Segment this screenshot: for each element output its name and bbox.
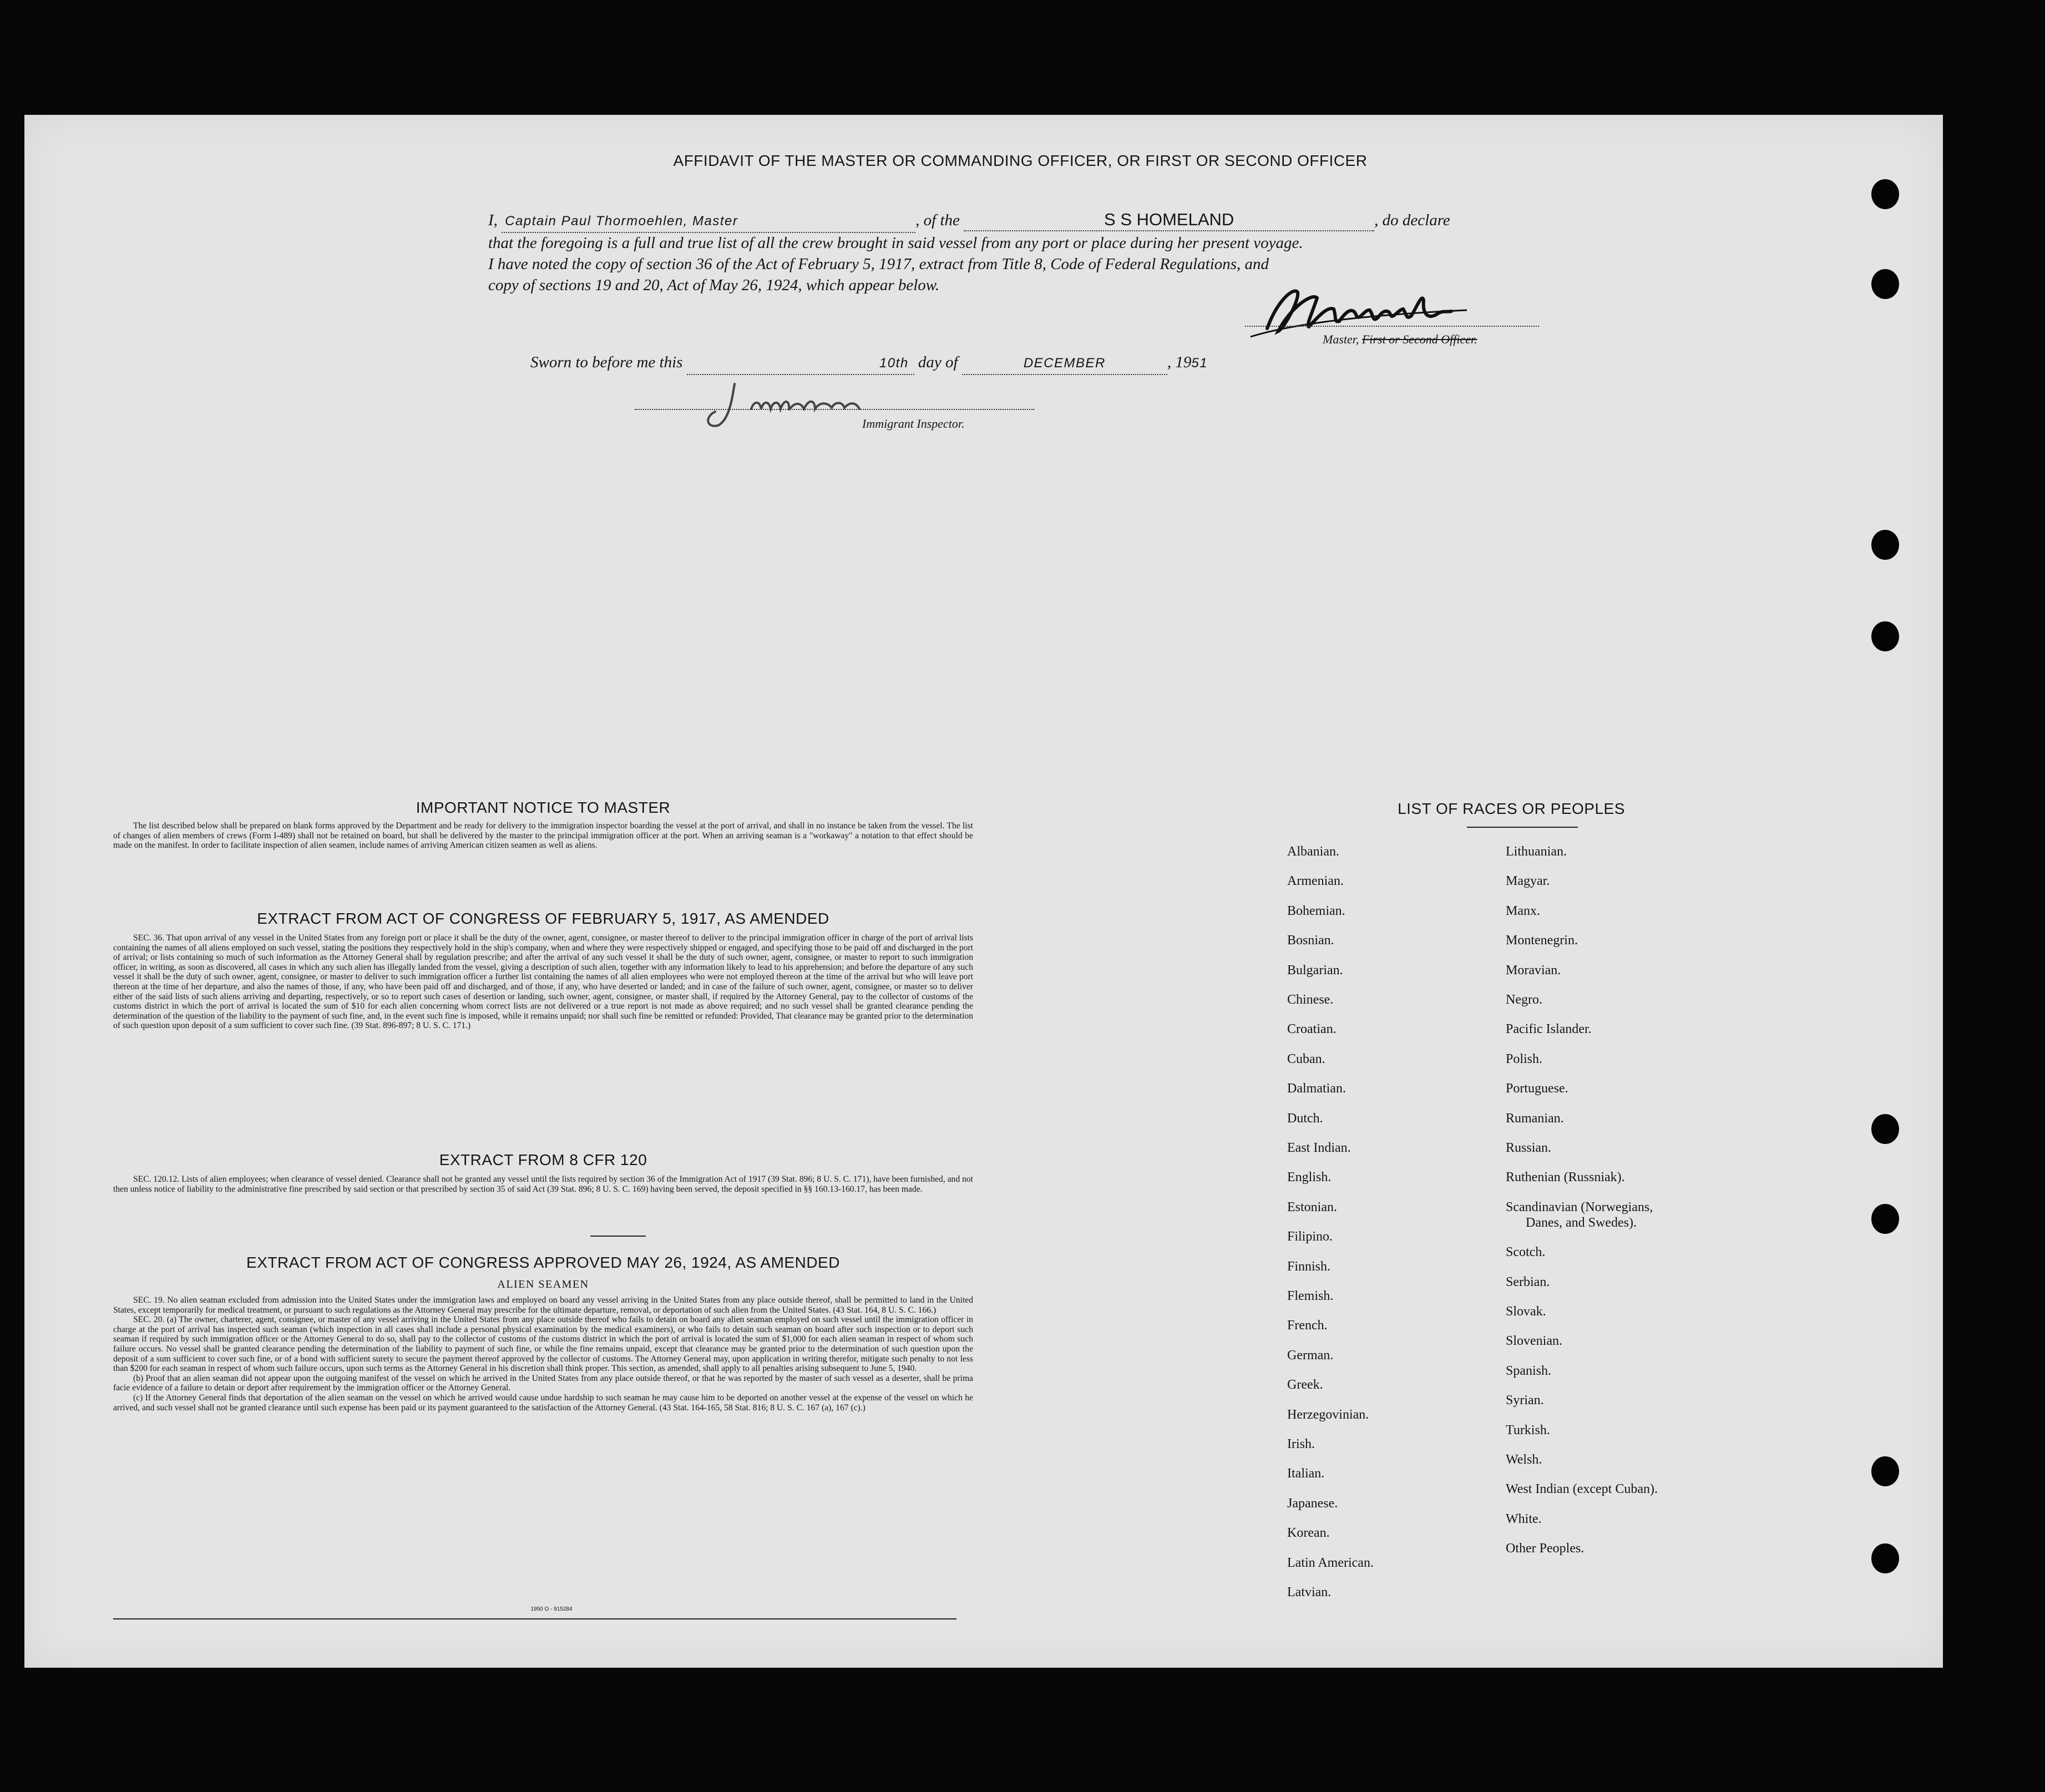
print-code: 1950 O - 915284 bbox=[530, 1606, 573, 1612]
race-item: Scotch. bbox=[1506, 1245, 1546, 1260]
punch-hole bbox=[1871, 269, 1899, 299]
notice-title: IMPORTANT NOTICE TO MASTER bbox=[416, 799, 671, 816]
race-item: Slovenian. bbox=[1506, 1334, 1562, 1349]
extract-1917-body bbox=[113, 933, 973, 1031]
race-item: Manx. bbox=[1506, 903, 1540, 918]
race-item: White. bbox=[1506, 1511, 1542, 1526]
race-item: Filipino. bbox=[1287, 1229, 1333, 1244]
race-item: Syrian. bbox=[1506, 1393, 1544, 1408]
punch-hole bbox=[1871, 530, 1899, 560]
race-item: Latin American. bbox=[1287, 1555, 1374, 1570]
master-label: Master, bbox=[1323, 332, 1359, 346]
affidavit-of-the: , of the bbox=[915, 211, 960, 229]
race-item: Turkish. bbox=[1506, 1423, 1550, 1437]
year-prefix: , 19 bbox=[1167, 353, 1192, 371]
race-item: Russian. bbox=[1506, 1141, 1552, 1155]
race-item: Rumanian. bbox=[1506, 1111, 1564, 1126]
race-item: Dalmatian. bbox=[1287, 1081, 1346, 1096]
alien-seamen-subtitle: ALIEN SEAMEN bbox=[497, 1278, 589, 1290]
punch-hole bbox=[1871, 179, 1899, 209]
master-signature-line bbox=[1245, 326, 1539, 327]
year-suffix: 51 bbox=[1191, 356, 1208, 371]
race-item: Spanish. bbox=[1506, 1363, 1552, 1378]
section-36-text: SEC. 36. That upon arrival of any vessel in the United States from any foreign port or place it shall be the duty of the owner, agent, consignee, or master thereof to deliver to the principal immigration officer in charge of the port of arrival lists containing the names of all aliens employed on such vessel, stating the positions they respectively hold in the ship's company, when and where they were respectively shipped or engaged, and specifying those to be paid off and discharged in the port of arrival; or lists containing so much of such information as the Attorney General shall by regulation prescribe; and after the arrival of any such vessel it shall be the duty of such owner, agent, consignee, or master to report to such immigration officer, in writing, as soon as discovered, all cases in which any such alien has illegally landed from the vessel, giving a description of such alien, together with any information likely to lead to his apprehension; and before the departure of any such vessel it shall be the duty of such owner, agent, consignee, or master to deliver to such immigration officer a further list containing the names of all alien employees who were not employed thereon at the time of the arrival but who will leave port thereon at the time of her departure, and also the names of those, if any, who have been paid off and discharged, and of those, if any, who have deserted or landed; and in case of the failure of such owner, agent, consignee, or master so to deliver either of the said lists of such aliens arriving and departing, respectively, or so to report such cases of desertion or landing, such owner, agent, consignee, or master shall, if required by the Attorney General, pay to the collector of customs of the customs district in which the port of arrival is located the sum of $10 for each alien concerning whom correct lists are not delivered or a true report is not made as above required; and no such vessel shall be granted clearance pending the determination of the question of the liability to the payment of such fine, and, in the event such fine is imposed, while it remains unpaid; nor shall such fine be remitted or refunded: Provided, That clearance may be granted prior to the determination of such question upon deposit of a sum sufficient to cover such fine. (39 Stat. 896-897; 8 U. S. C. 171.) bbox=[113, 933, 973, 1031]
race-item: Negro. bbox=[1506, 993, 1542, 1007]
race-item: Scandinavian (Norwegians, bbox=[1506, 1199, 1653, 1214]
affidavit-line-4: copy of sections 19 and 20, Act of May 26, 1924, which appear below. bbox=[488, 276, 940, 294]
punch-hole bbox=[1871, 621, 1899, 651]
affidavit-line-3: I have noted the copy of section 36 of the Act of February 5, 1917, extract from Title 8, Code of Federal Regulations, and bbox=[488, 255, 1269, 273]
races-title-rule bbox=[1467, 827, 1578, 828]
affidavit-line-2: that the foregoing is a full and true list of all the crew brought in said vessel from any port or place during her present voyage. bbox=[488, 234, 1303, 252]
race-item: Portuguese. bbox=[1506, 1081, 1568, 1096]
race-item: Bohemian. bbox=[1287, 903, 1345, 918]
punch-hole bbox=[1871, 1456, 1899, 1486]
race-item: English. bbox=[1287, 1170, 1332, 1185]
race-item: West Indian (except Cuban). bbox=[1506, 1482, 1658, 1497]
sworn-prefix: Sworn to before me this bbox=[530, 353, 683, 371]
extract-cfr-title: EXTRACT FROM 8 CFR 120 bbox=[439, 1151, 647, 1168]
race-item: Italian. bbox=[1287, 1466, 1325, 1481]
race-item: Ruthenian (Russniak). bbox=[1506, 1170, 1625, 1185]
extract-1917-title: EXTRACT FROM ACT OF CONGRESS OF FEBRUARY 5, 1917, AS AMENDED bbox=[257, 910, 829, 927]
punch-hole bbox=[1871, 1204, 1899, 1234]
race-item: Bulgarian. bbox=[1287, 963, 1343, 978]
affidavit-title: AFFIDAVIT OF THE MASTER OR COMMANDING OFFICER, OR FIRST OR SECOND OFFICER bbox=[673, 152, 1368, 169]
master-caption bbox=[1323, 329, 1477, 350]
notice-body bbox=[113, 821, 973, 851]
punch-hole bbox=[1871, 1543, 1899, 1573]
race-item: Latvian. bbox=[1287, 1585, 1332, 1599]
affidavit-i: I, bbox=[488, 211, 498, 229]
extract-cfr-body bbox=[113, 1175, 973, 1194]
section-20c-text: (c) If the Attorney General finds that deportation of the alien seaman on the vessel on which he arrived would cause undue hardship to such seaman he may cause him to be deported on another vessel at the expense of the vessel on which he arrived, and such vessel shall not be granted clearance until such expense has been paid or its payment guaranteed to the satisfaction of the Attorney General. (43 Stat. 164-165, 58 Stat. 816; 8 U. S. C. 167 (a), 167 (c).) bbox=[113, 1393, 973, 1413]
race-item: Other Peoples. bbox=[1506, 1541, 1585, 1556]
race-item: Polish. bbox=[1506, 1051, 1543, 1066]
race-item: Japanese. bbox=[1287, 1496, 1338, 1511]
race-item: Lithuanian. bbox=[1506, 844, 1567, 859]
race-item: Cuban. bbox=[1287, 1051, 1325, 1066]
race-item: Danes, and Swedes). bbox=[1526, 1215, 1637, 1230]
race-item: Chinese. bbox=[1287, 993, 1334, 1007]
race-item: Flemish. bbox=[1287, 1289, 1334, 1303]
race-item: Pacific Islander. bbox=[1506, 1022, 1592, 1037]
inspector-label: Immigrant Inspector. bbox=[862, 417, 965, 431]
race-item: Croatian. bbox=[1287, 1022, 1337, 1037]
document-page bbox=[24, 115, 1943, 1668]
race-item: Estonian. bbox=[1287, 1199, 1337, 1214]
day-of: day of bbox=[918, 353, 958, 371]
affidavit-line-1 bbox=[488, 209, 1570, 233]
inspector-signature-line bbox=[635, 409, 1034, 410]
race-item: Finnish. bbox=[1287, 1259, 1331, 1274]
section-19-text: SEC. 19. No alien seaman excluded from admission into the United States under the immigration laws and employed on board any vessel arriving in the United States from any place outside thereof, shall be permitted to land in the United States, except temporarily for medical treatment, or pursuant to such regulations as the Attorney General may prescribe for the ultimate departure, removal, or deportation of such alien from the United States. (43 Stat. 164, 8 U. S. C. 166.) bbox=[113, 1295, 973, 1315]
race-item: Greek. bbox=[1287, 1378, 1323, 1393]
race-item: Herzegovinian. bbox=[1287, 1407, 1369, 1422]
race-item: Irish. bbox=[1287, 1437, 1315, 1451]
race-item: Albanian. bbox=[1287, 844, 1339, 859]
master-struck-label: First or Second Officer. bbox=[1361, 332, 1477, 346]
section-20b-text: (b) Proof that an alien seaman did not appear upon the outgoing manifest of the vessel on which he arrived in the United States from any place outside thereof, or that he was reported by the master of such vessel as a deserter, shall be prima facie evidence of a failure to detain or deport after requirement by the immigration officer or the Attorney General. bbox=[113, 1373, 973, 1393]
sworn-month-field: DECEMBER bbox=[962, 353, 1167, 375]
notice-paragraph: The list described below shall be prepared on blank forms approved by the Department and be ready for delivery to the immigration inspector boarding the vessel at the port of arrival, and shall in no instance be taken from the vessel. The list of changes of alien members of crews (Form I-489) shall not be retained on board, but shall be delivered by the master to the principal immigration officer at the port. When an arriving seaman is a "workaway" a notation to that effect should be made on the manifest. In order to facilitate inspection of alien seamen, include names of arriving American citizen seamen as well as aliens. bbox=[113, 821, 973, 851]
race-item: Slovak. bbox=[1506, 1304, 1546, 1319]
race-item: Korean. bbox=[1287, 1526, 1330, 1541]
races-title: LIST OF RACES OR PEOPLES bbox=[1398, 800, 1625, 817]
race-item: Magyar. bbox=[1506, 874, 1550, 889]
section-divider bbox=[590, 1236, 646, 1237]
race-item: French. bbox=[1287, 1318, 1328, 1333]
race-item: Dutch. bbox=[1287, 1111, 1323, 1126]
race-item: Welsh. bbox=[1506, 1452, 1542, 1467]
race-item: Armenian. bbox=[1287, 874, 1344, 889]
race-item: German. bbox=[1287, 1348, 1334, 1363]
master-name-field: Captain Paul Thormoehlen, Master bbox=[502, 211, 915, 233]
vessel-name-field: S S HOMELAND bbox=[964, 209, 1374, 231]
race-item: Montenegrin. bbox=[1506, 933, 1578, 948]
section-120-12-text: SEC. 120.12. Lists of alien employees; when clearance of vessel denied. Clearance shall not be granted any vessel until the lists required by section 36 of the Immigration Act of 1917 (39 Stat. 896; 8 U. S. C. 171), have been furnished, and not then unless notice of liability to the administrative fine prescribed by said section or that prescribed by section 35 of said Act (39 Stat. 896; 8 U. S. C. 169) having been served, the deposit specified in §§ 160.13-160.17, has been made. bbox=[113, 1175, 973, 1194]
extract-1924-title: EXTRACT FROM ACT OF CONGRESS APPROVED MAY 26, 1924, AS AMENDED bbox=[246, 1254, 840, 1271]
section-20a-text: SEC. 20. (a) The owner, charterer, agent, consignee, or master of any vessel arriving in the United States from any place outside thereof who fails to detain on board any alien seaman employed on such vessel until the immigration officer in charge at the port of arrival has inspected such seaman (which inspection in all cases shall include a personal physical examination by the medical examiners), or who fails to detain such seaman on board after such inspection or to deport such seaman if required by such immigration officer or the Attorney General to do so, shall pay to the collector of customs of the customs district in which the port of arrival is located the sum of $1,000 for each alien seaman in respect of whom such failure occurs. No vessel shall be granted clearance pending the determination of the liability to payment of such fine, or while the fine remains unpaid, except that clearance may be granted prior to the determination of such question upon the deposit of a sum sufficient to cover such fine, or of a bond with sufficient surety to secure the payment thereof approved by the collector of customs. The Attorney General may, upon application in writing therefor, mitigate such penalty to not less than $200 for each seaman in respect of whom such failure occurs, upon such terms as the Attorney General in his discretion shall think proper. This section, as amended, shall apply to all penalties arising subsequent to June 5, 1940. bbox=[113, 1315, 973, 1374]
sworn-day-field: 10th bbox=[687, 353, 914, 375]
extract-1924-body bbox=[113, 1295, 973, 1413]
bottom-rule bbox=[113, 1618, 956, 1619]
race-item: East Indian. bbox=[1287, 1141, 1351, 1155]
race-item: Bosnian. bbox=[1287, 933, 1334, 948]
race-item: Serbian. bbox=[1506, 1274, 1550, 1289]
affidavit-declare: , do declare bbox=[1374, 211, 1450, 229]
race-item: Moravian. bbox=[1506, 963, 1561, 978]
punch-hole bbox=[1871, 1114, 1899, 1144]
